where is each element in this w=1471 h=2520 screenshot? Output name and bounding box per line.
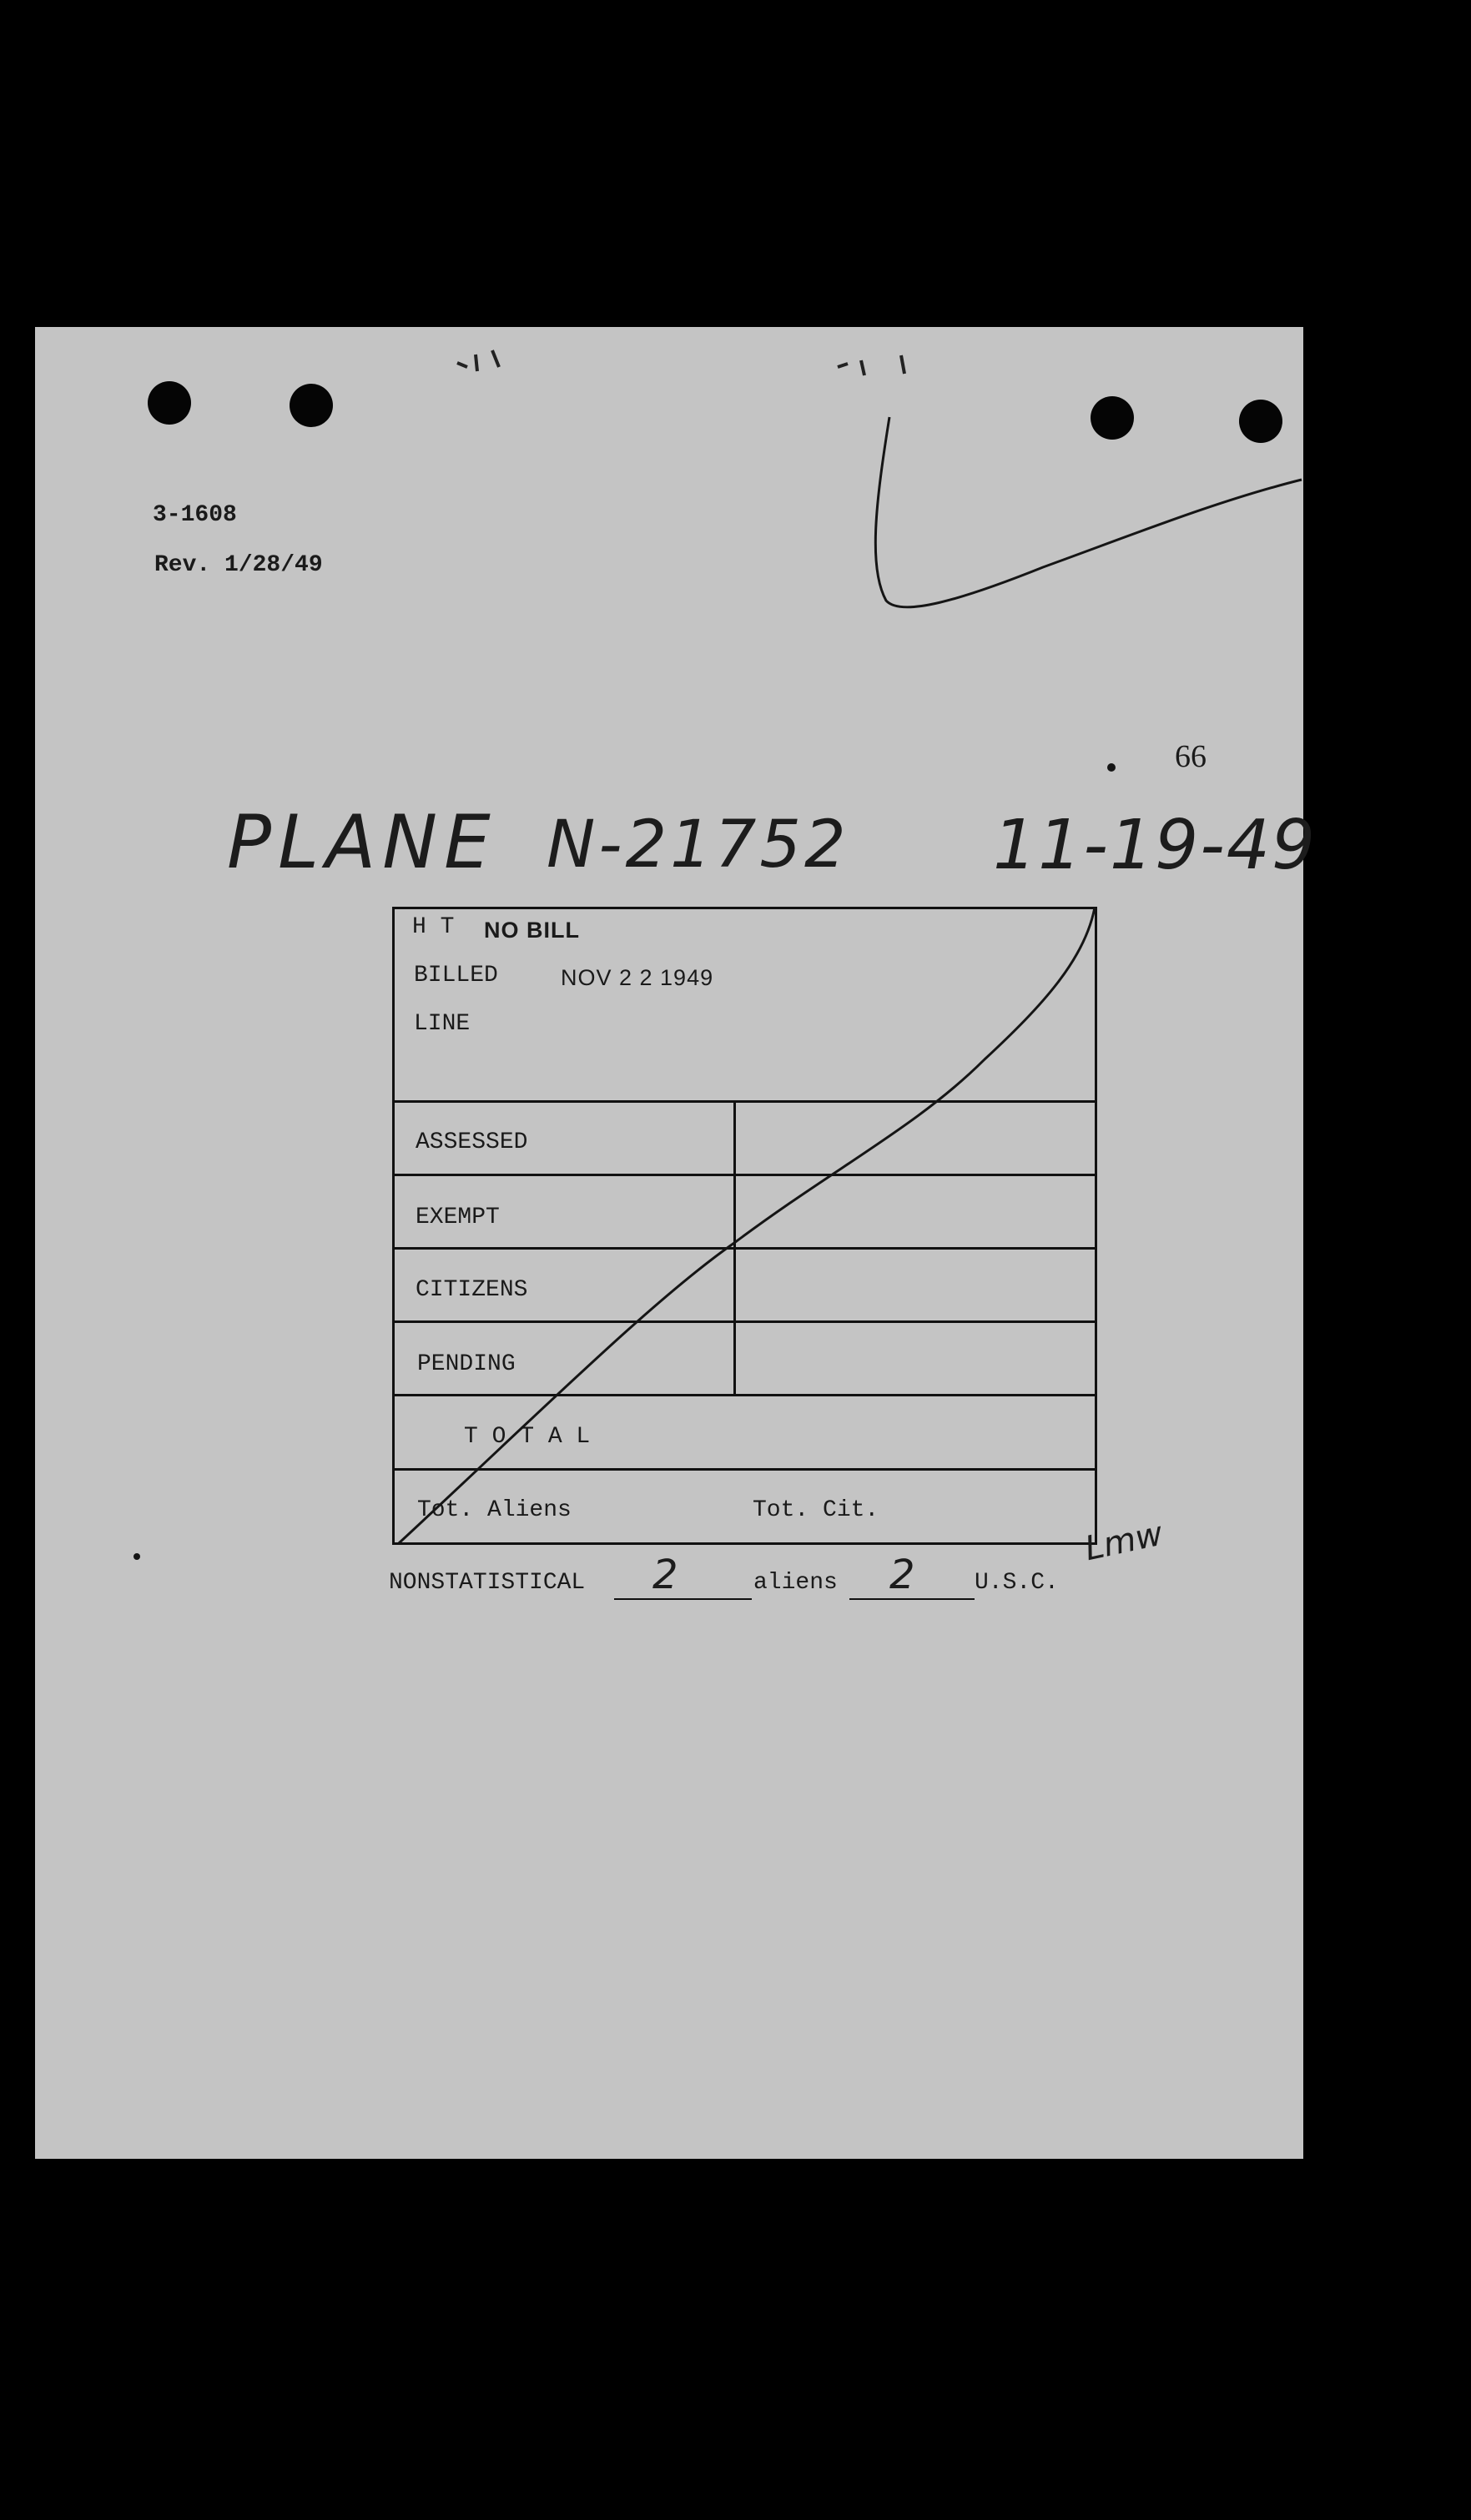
handwritten-plane-id: N-21752 (547, 807, 849, 883)
diagonal-cancel-stroke (399, 908, 1095, 1543)
handwritten-aliens-count: 2 (652, 1552, 678, 1598)
aliens-label: aliens (753, 1570, 838, 1596)
handwritten-date: 11-19-49 (993, 806, 1317, 885)
ht-label: H T (412, 914, 455, 940)
handwritten-usc-count: 2 (889, 1552, 915, 1598)
top-mark (457, 350, 499, 371)
ink-dot (133, 1553, 140, 1560)
form-revision: Rev. 1/28/49 (154, 552, 323, 578)
row-assessed: ASSESSED (416, 1129, 528, 1155)
row-tot-aliens: Tot. Aliens (417, 1497, 572, 1523)
form-number: 3-1608 (153, 502, 237, 528)
row-citizens: CITIZENS (416, 1277, 528, 1303)
row-tot-cit: Tot. Cit. (753, 1497, 879, 1523)
check-mark-stroke (875, 417, 1302, 607)
no-bill-stamp: NO BILL (484, 918, 580, 943)
ink-dot (1107, 763, 1116, 772)
page-number: 66 (1175, 739, 1207, 774)
nonstatistical-label: NONSTATISTICAL (389, 1570, 586, 1596)
handwritten-plane: PLANE (227, 799, 497, 885)
row-exempt: EXEMPT (416, 1205, 500, 1230)
billed-date-stamp: NOV 2 2 1949 (561, 965, 714, 990)
row-pending: PENDING (417, 1351, 516, 1377)
row-total: T O T A L (464, 1424, 591, 1450)
line-label: LINE (414, 1011, 471, 1037)
top-mark (838, 355, 904, 375)
billed-label: BILLED (414, 963, 498, 988)
handwritten-initials: Lmw (1081, 1514, 1166, 1569)
usc-label: U.S.C. (975, 1570, 1059, 1596)
